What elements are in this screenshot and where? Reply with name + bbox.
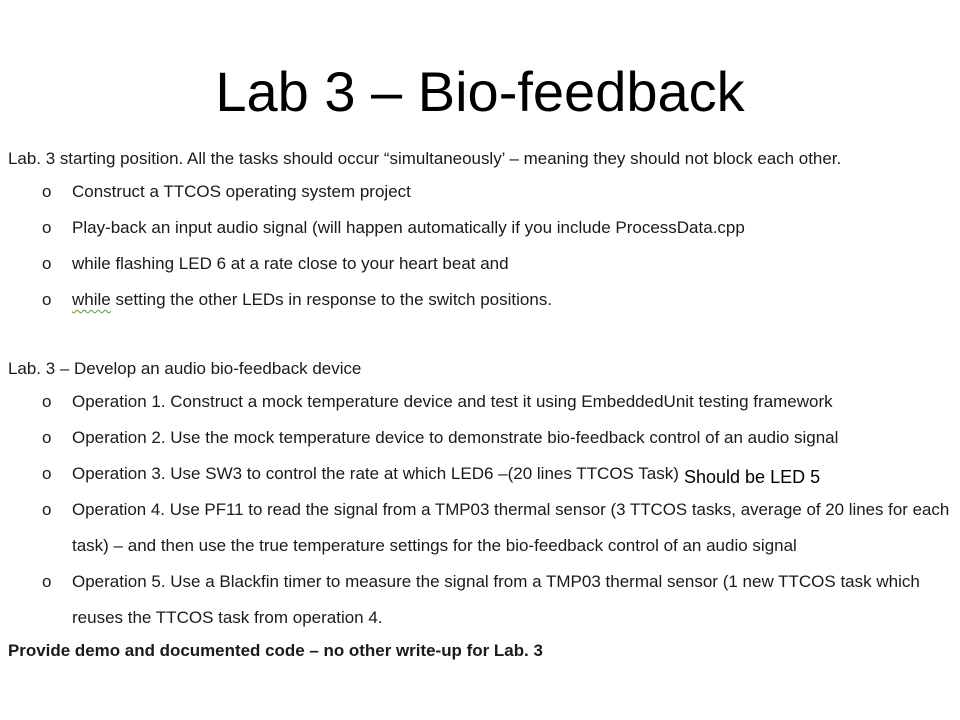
bullet-icon: o (42, 182, 52, 201)
list-item-text: task) – and then use the true temperature settings for the bio-feedback control of an audio signal (72, 536, 797, 555)
spacer (8, 318, 953, 354)
section1-heading: Lab. 3 starting position. All the tasks should occur “simultaneously’ – meaning they should not block each other. (8, 149, 842, 168)
footer-note: Provide demo and documented code – no other write-up for Lab. 3 (8, 641, 543, 660)
bullet-icon: o (42, 254, 52, 273)
list-item-text: Operation 1. Construct a mock temperature device and test it using EmbeddedUnit testing framework (72, 392, 833, 411)
list-item-text: Operation 5. Use a Blackfin timer to measure the signal from a TMP03 thermal sensor (1 new TTCOS task which (72, 572, 920, 591)
bullet-icon: o (42, 392, 52, 411)
list-item (8, 384, 953, 420)
list-item-text: Operation 3. Use SW3 to control the rate at which LED6 –(20 lines TTCOS Task) (72, 464, 679, 483)
list-item-text: Play-back an input audio signal (will happen automatically if you include ProcessData.cpp (72, 218, 745, 237)
list-item-continuation (8, 600, 953, 636)
list-item-text: while flashing LED 6 at a rate close to your heart beat and (72, 254, 509, 273)
list-item-text-rest: setting the other LEDs in response to the switch positions. (110, 290, 553, 309)
slide-body (8, 144, 953, 666)
bullet-icon: o (42, 464, 52, 483)
list-item (8, 420, 953, 456)
list-item-text (72, 282, 552, 318)
spellcheck-word: while (72, 290, 111, 309)
list-item (8, 174, 953, 210)
list-item-continuation (8, 528, 953, 564)
list-item (8, 282, 953, 318)
list-item (8, 246, 953, 282)
list-item-text: Operation 2. Use the mock temperature device to demonstrate bio-feedback control of an audio signal (72, 428, 839, 447)
section2-heading: Lab. 3 – Develop an audio bio-feedback device (8, 359, 362, 378)
list-item-text: reuses the TTCOS task from operation 4. (72, 608, 383, 627)
bullet-icon: o (42, 428, 52, 447)
annotation-note: Should be LED 5 (684, 467, 821, 487)
list-item (8, 564, 953, 600)
bullet-icon: o (42, 500, 52, 519)
bullet-icon: o (42, 290, 52, 309)
list-item (8, 492, 953, 528)
list-item (8, 210, 953, 246)
list-item-text: Operation 4. Use PF11 to read the signal from a TMP03 thermal sensor (3 TTCOS tasks, average of 20 lines for each (72, 500, 950, 519)
bullet-icon: o (42, 218, 52, 237)
slide-title: Lab 3 – Bio-feedback (215, 60, 745, 123)
bullet-icon: o (42, 572, 52, 591)
list-item-text: Construct a TTCOS operating system project (72, 182, 411, 201)
